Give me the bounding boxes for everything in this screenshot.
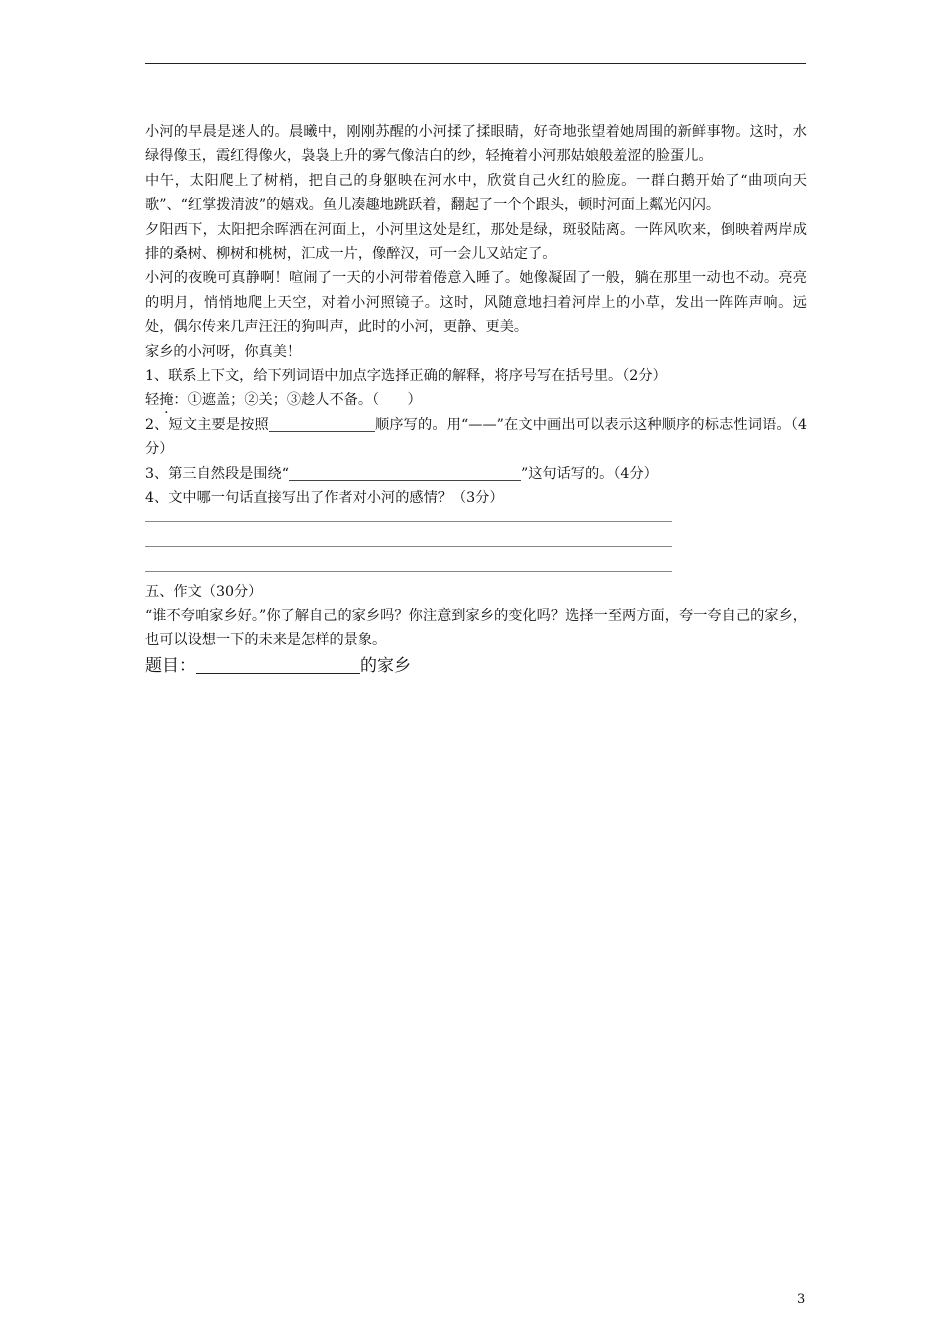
question-3-after: ”这句话写的。（4分） <box>520 465 658 482</box>
answer-line-2[interactable] <box>145 546 672 547</box>
question-2 <box>145 413 807 462</box>
paragraph-morning: 小河的早晨是迷人的。晨曦中，刚刚苏醒的小河揉了揉眼睛，好奇地张望着她周围的新鲜事物。这时，水绿得像玉，霞红得像火，袅袅上升的雾气像洁白的纱，轻掩着小河那姑娘般羞涩的脸蛋儿。 <box>145 124 807 165</box>
section-5-prompt: “谁不夸咱家乡好。”你了解自己的家乡吗？你注意到家乡的变化吗？选择一至两方面，夸一夸自己的家乡，也可以设想一下的未来是怎样的景象。 <box>145 607 807 649</box>
question-2-before: 2、短文主要是按照 <box>145 416 269 433</box>
dotted-char: 掩 <box>159 392 174 409</box>
question-2-blank[interactable] <box>269 415 375 432</box>
answer-line-3[interactable] <box>145 571 672 572</box>
question-3-blank[interactable] <box>289 464 521 481</box>
question-3 <box>145 462 807 486</box>
paragraph-sunset: 夕阳西下，太阳把余晖洒在河面上，小河里这处是红，那处是绿，斑驳陆离。一阵风吹来，倒映着两岸成排的桑树、柳树和桃树，汇成一片，像醉汉，可一会儿又站定了。 <box>145 221 807 263</box>
answer-line-1[interactable] <box>145 521 672 522</box>
essay-title-label: 题目： <box>145 655 196 676</box>
paragraph-conclusion: 家乡的小河呀，你真美！ <box>145 343 302 360</box>
question-3-before: 3、第三自然段是围绕“ <box>145 465 289 482</box>
word-first-char: 轻 <box>145 392 160 409</box>
essay-title-suffix: 的家乡 <box>360 655 411 676</box>
section-5-heading: 五、作文（30分） <box>145 583 263 600</box>
paragraph-noon: 中午，太阳爬上了树梢，把自己的身躯映在河水中，欣赏自己火红的脸庞。一群白鹅开始了“曲项向天歌”、“红掌拨清波”的嬉戏。鱼儿凑趣地跳跃着，翻起了一个个跟头，顿时河面上粼光闪闪。 <box>145 172 807 214</box>
question-2-after: 顺序写的。用“——”在文中画出可以表示这种顺序的标志性词语。（4分） <box>145 416 808 458</box>
header-rule <box>145 63 806 64</box>
page-number: 3 <box>797 1292 806 1307</box>
page-content <box>145 120 807 679</box>
essay-title-blank[interactable] <box>196 655 360 674</box>
essay-title-line <box>145 653 807 679</box>
question-4: 4、文中哪一句话直接写出了作者对小河的感情？（3分） <box>145 490 504 507</box>
paragraph-night: 小河的夜晚可真静啊！喧闹了一天的小河带着倦意入睡了。她像凝固了一般，躺在那里一动也不动。亮亮的明月，悄悄地爬上天空，对着小河照镜子。这时，风随意地扫着河岸上的小草，发出一阵阵声响。远处，偶尔传来几声汪汪的狗叫声，此时的小河，更静、更美。 <box>145 270 807 336</box>
question-1: 1、联系上下文，给下列词语中加点字选择正确的解释，将序号写在括号里。（2分） <box>145 368 667 385</box>
question-1-options: ：①遮盖；②关；③趁人不备。（ ） <box>173 392 422 409</box>
question-1-word <box>145 388 807 412</box>
